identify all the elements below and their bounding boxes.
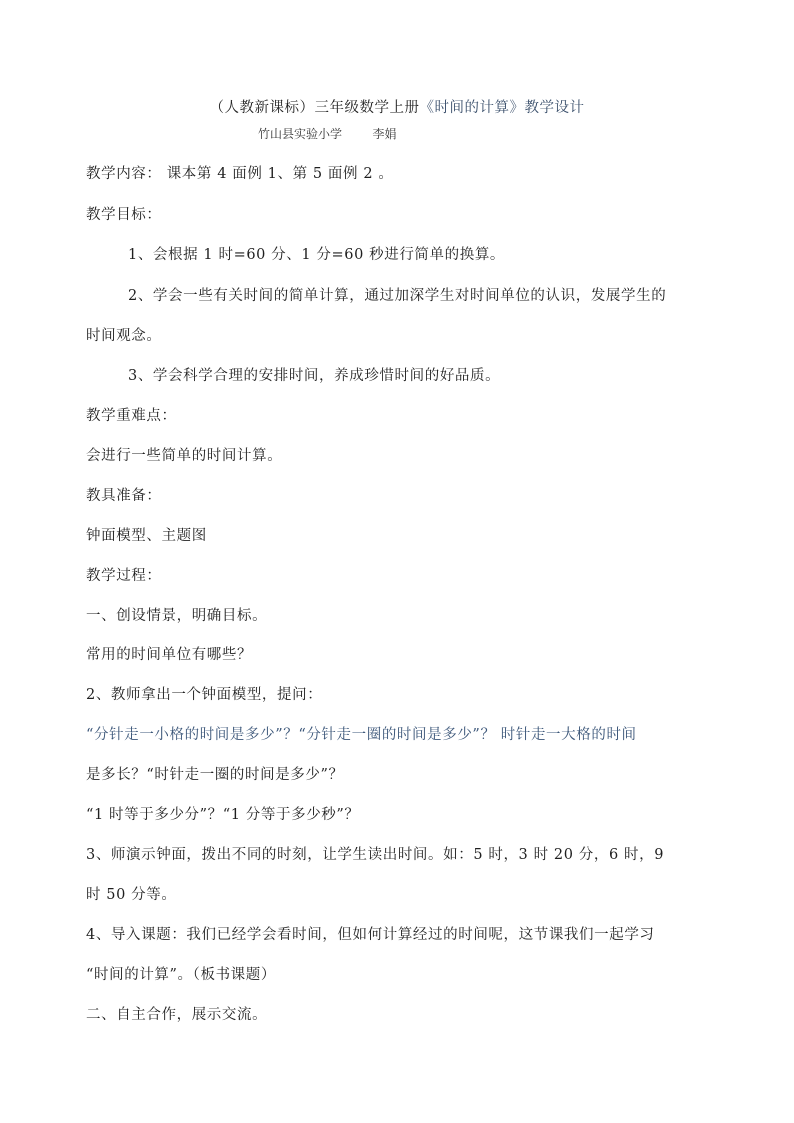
section-heading-goals: 教学目标： xyxy=(86,207,162,223)
clock-questions-continued: 是多长？“时针走一圈的时间是多少”？ xyxy=(86,767,344,783)
title-book-name: 《时间的计算》教学设计 xyxy=(419,100,585,116)
clock-questions: “分针走一小格的时间是多少”？“分针走一圈的时间是多少”？ 时针走一大格的时间 xyxy=(86,727,637,743)
process-step-2: 2、教师拿出一个钟面模型，提问： xyxy=(86,687,323,703)
process-step-4: 4、导入课题：我们已经学会看时间，但如何计算经过的时间呢，这节课我们一起学习 xyxy=(86,927,655,943)
question-time-units: 常用的时间单位有哪些？ xyxy=(86,647,253,663)
section-heading-process: 教学过程： xyxy=(86,568,162,584)
teaching-content: 教学内容： 课本第 4 面例 1、第 5 面例 2 。 xyxy=(86,166,394,182)
goal-1: 1、会根据 1 时=60 分、1 分=60 秒进行简单的换算。 xyxy=(128,247,506,263)
section-heading-key-points: 教学重难点： xyxy=(86,408,177,424)
goal-2-continued: 时间观念。 xyxy=(86,328,162,344)
goal-3: 3、学会科学合理的安排时间，养成珍惜时间的好品质。 xyxy=(128,368,501,384)
goal-2: 2、学会一些有关时间的简单计算，通过加深学生对时间单位的认识，发展学生的 xyxy=(128,288,667,304)
title-prefix: （人教新课标）三年级数学上册 xyxy=(209,100,420,116)
author-line: 竹山县实验小学 李娟 xyxy=(258,127,397,141)
section-heading-materials: 教具准备： xyxy=(86,488,162,504)
process-step-1-heading: 一、创设情景，明确目标。 xyxy=(86,608,268,624)
process-section-2-heading: 二、自主合作，展示交流。 xyxy=(86,1007,268,1023)
process-step-4-continued: “时间的计算”。（板书课题） xyxy=(86,967,276,983)
process-step-3-continued: 时 50 分等。 xyxy=(86,887,177,903)
conversion-questions: “1 时等于多少分”？“1 分等于多少秒”？ xyxy=(86,807,360,823)
key-points-text: 会进行一些简单的时间计算。 xyxy=(86,448,283,464)
document-title xyxy=(0,96,794,117)
materials-text: 钟面模型、主题图 xyxy=(86,528,207,544)
process-step-3: 3、师演示钟面，拨出不同的时刻，让学生读出时间。如：5 时，3 时 20 分，6 时，9 xyxy=(86,847,665,863)
